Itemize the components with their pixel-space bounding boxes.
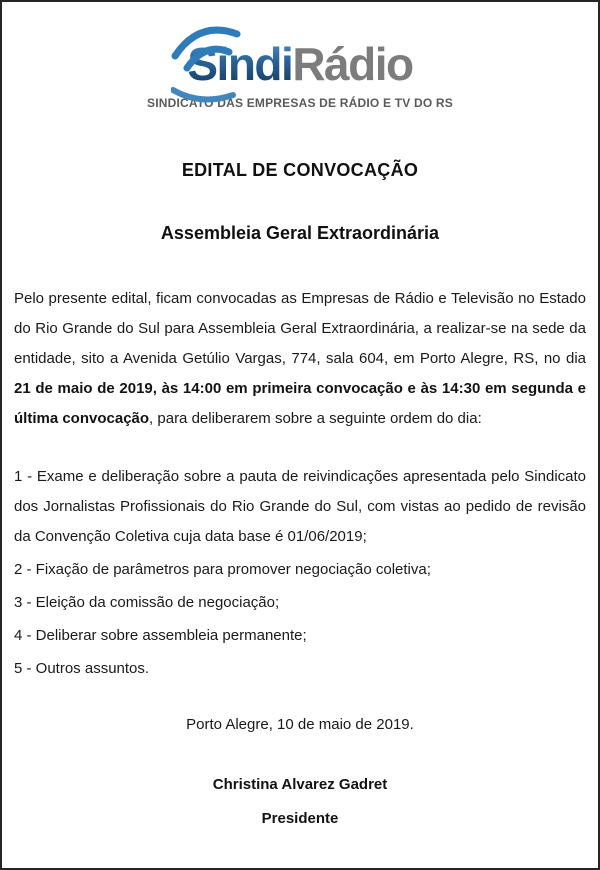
signature-name: Christina Alvarez Gadret xyxy=(212,776,388,793)
intro-bold-schedule: 21 de maio de 2019, às 14:00 em primeira convocação e às 14:30 em segunda e última convocação xyxy=(14,380,586,427)
intro-paragraph xyxy=(14,284,586,434)
logo-wordmark xyxy=(187,36,412,92)
agenda-item-4: 4 - Deliberar sobre assembleia permanente; xyxy=(14,627,307,644)
signature-role: Presidente xyxy=(261,810,339,827)
document-title: EDITAL DE CONVOCAÇÃO xyxy=(181,160,419,180)
sindiradio-logo xyxy=(2,36,598,110)
logo-text-sindi: Sindi xyxy=(187,38,293,90)
agenda-item-3: 3 - Eleição da comissão de negociação; xyxy=(14,594,280,611)
agenda-item-2: 2 - Fixação de parâmetros para promover negociação coletiva; xyxy=(14,561,431,578)
document-subtitle: Assembleia Geral Extraordinária xyxy=(160,223,440,243)
date-line: Porto Alegre, 10 de maio de 2019. xyxy=(186,716,414,733)
agenda-item-5: 5 - Outros assuntos. xyxy=(14,660,150,677)
agenda-list xyxy=(14,462,586,684)
logo-tagline: SINDICATO DAS EMPRESAS DE RÁDIO E TV DO RS xyxy=(147,96,453,110)
intro-text-before: Pelo presente edital, ficam convocadas as Empresas de Rádio e Televisão no Estado do Rio Grande do Sul para Assembleia Geral Extraordinária, a realizar-se na sede da entidade, sito a Avenida Getúlio Vargas, 774, sala 604, em Porto Alegre, RS, no dia xyxy=(14,290,586,367)
intro-text-after: , para deliberarem sobre a seguinte ordem do dia: xyxy=(149,410,482,427)
logo-text-radio: Rádio xyxy=(292,38,413,90)
agenda-item-1: 1 - Exame e deliberação sobre a pauta de reivindicações apresentada pelo Sindicato dos Jornalistas Profissionais do Rio Grande do Sul, com vistas ao pedido de revisão da Convenção Coletiva cuja data base é 01/06/2019; xyxy=(14,468,586,545)
